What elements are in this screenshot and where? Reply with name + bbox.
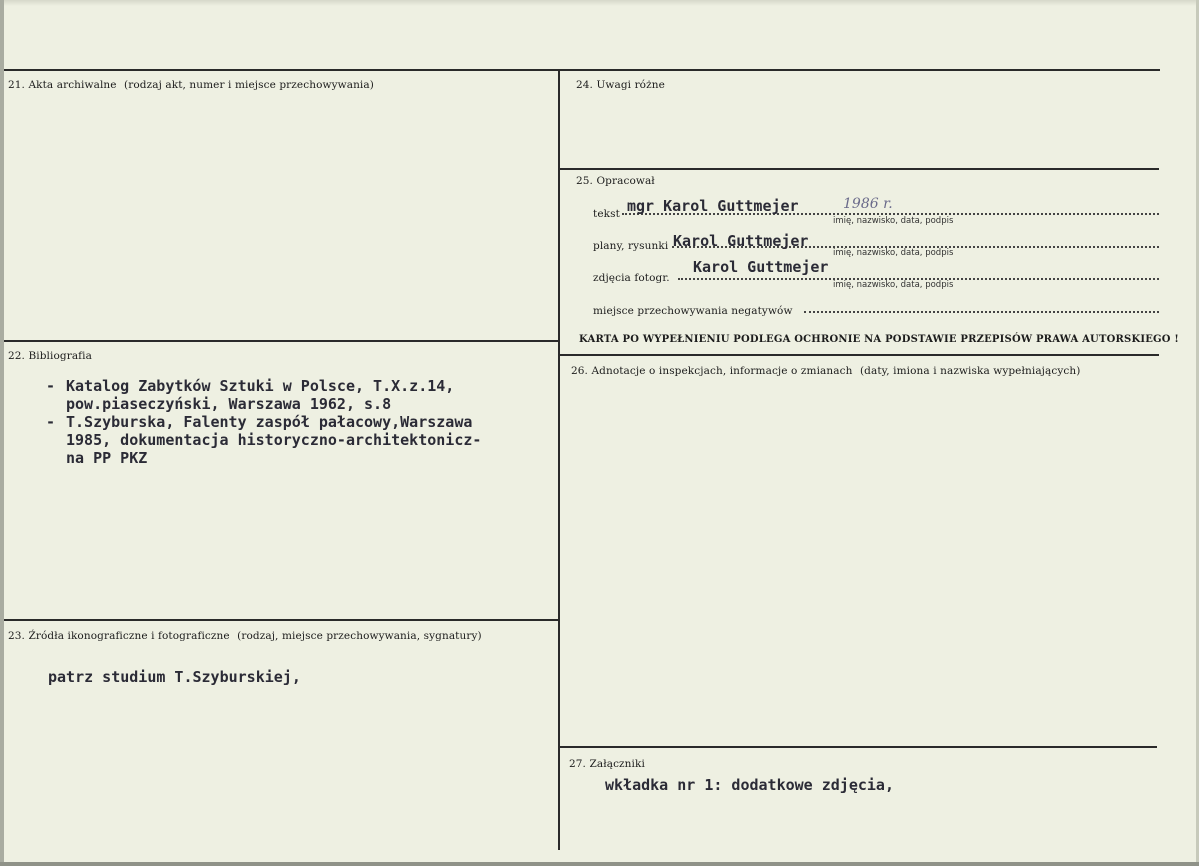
bibliography-entry-text: Katalog Zabytków Sztuki w Polsce, T.X.z.14, pow.piaseczyński, Warszawa 1962, s.8: [66, 377, 455, 413]
tekst-note: imię, nazwisko, data, podpis: [833, 216, 954, 226]
section-27-heading: [569, 758, 645, 770]
zdjecia-note: imię, nazwisko, data, podpis: [833, 280, 954, 290]
section-24-title: Uwagi różne: [596, 79, 665, 91]
tekst-value: mgr Karol Guttmejer: [627, 197, 799, 215]
section-26-heading: [571, 365, 1080, 377]
tekst-handwritten-date: 1986 r.: [843, 196, 893, 212]
section-25-heading: [576, 175, 655, 187]
page-edge-bottom: [0, 862, 1199, 866]
section-21-number: 21.: [8, 79, 25, 91]
section-23-value: patrz studium T.Szyburskiej,: [48, 668, 301, 686]
tekst-label: tekst: [593, 208, 620, 220]
rule-25-26: [559, 354, 1159, 356]
section-27-title: Załączniki: [589, 758, 645, 770]
negatywy-dotted-line: [804, 311, 1159, 313]
zdjecia-label: zdjęcia fotogr.: [593, 272, 670, 284]
page-edge-left: [0, 0, 4, 866]
section-26-number: 26.: [571, 365, 588, 377]
plany-note: imię, nazwisko, data, podpis: [833, 248, 954, 258]
section-21-heading: [8, 79, 374, 91]
negatywy-label: miejsce przechowywania negatywów: [593, 305, 793, 317]
section-25-title: Opracował: [596, 175, 655, 187]
bibliography-list: [46, 377, 546, 467]
bibliography-entry-text: T.Szyburska, Falenty zaspół pałacowy,Warszawa 1985, dokumentacja historyczno-architektonicz- na PP PKZ: [66, 413, 482, 467]
center-divider: [558, 69, 560, 850]
copyright-notice: KARTA PO WYPEŁNIENIU PODLEGA OCHRONIE NA PODSTAWIE PRZEPISÓW PRAWA AUTORSKIEGO !: [579, 334, 1179, 345]
section-27-number: 27.: [569, 758, 586, 770]
section-21-hint: (rodzaj akt, numer i miejsce przechowywania): [124, 79, 374, 91]
section-25-number: 25.: [576, 175, 593, 187]
rule-21-22: [4, 340, 559, 342]
page-top-shadow: [0, 0, 1199, 6]
plany-label: plany, rysunki: [593, 240, 669, 252]
section-22-heading: [8, 350, 92, 362]
top-rule: [4, 69, 1160, 71]
section-22-title: Bibliografia: [28, 350, 92, 362]
rule-24-25: [559, 168, 1159, 170]
section-26-title: Adnotacje o inspekcjach, informacje o zmianach: [591, 365, 853, 377]
section-24-number: 24.: [576, 79, 593, 91]
section-26-hint: (daty, imiona i nazwiska wypełniających): [859, 365, 1081, 377]
rule-26-27: [559, 746, 1157, 748]
plany-value: Karol Guttmejer: [673, 232, 809, 250]
section-23-heading: [8, 630, 482, 642]
section-22-number: 22.: [8, 350, 25, 362]
bibliography-entry: - Katalog Zabytków Sztuki w Polsce, T.X.z.14, pow.piaseczyński, Warszawa 1962, s.8: [46, 377, 455, 413]
zdjecia-value: Karol Guttmejer: [693, 258, 829, 276]
bibliography-entry: - T.Szyburska, Falenty zaspół pałacowy,Warszawa 1985, dokumentacja historyczno-architektonicz- na PP PKZ: [46, 413, 482, 467]
section-23-number: 23.: [8, 630, 25, 642]
rule-22-23: [4, 619, 559, 621]
section-27-value: wkładka nr 1: dodatkowe zdjęcia,: [605, 776, 894, 794]
section-24-heading: [576, 79, 665, 91]
section-23-title: Źródła ikonograficzne i fotograficzne: [28, 630, 230, 642]
section-23-hint: (rodzaj, miejsce przechowywania, sygnatury): [237, 630, 482, 642]
section-21-title: Akta archiwalne: [28, 79, 117, 91]
